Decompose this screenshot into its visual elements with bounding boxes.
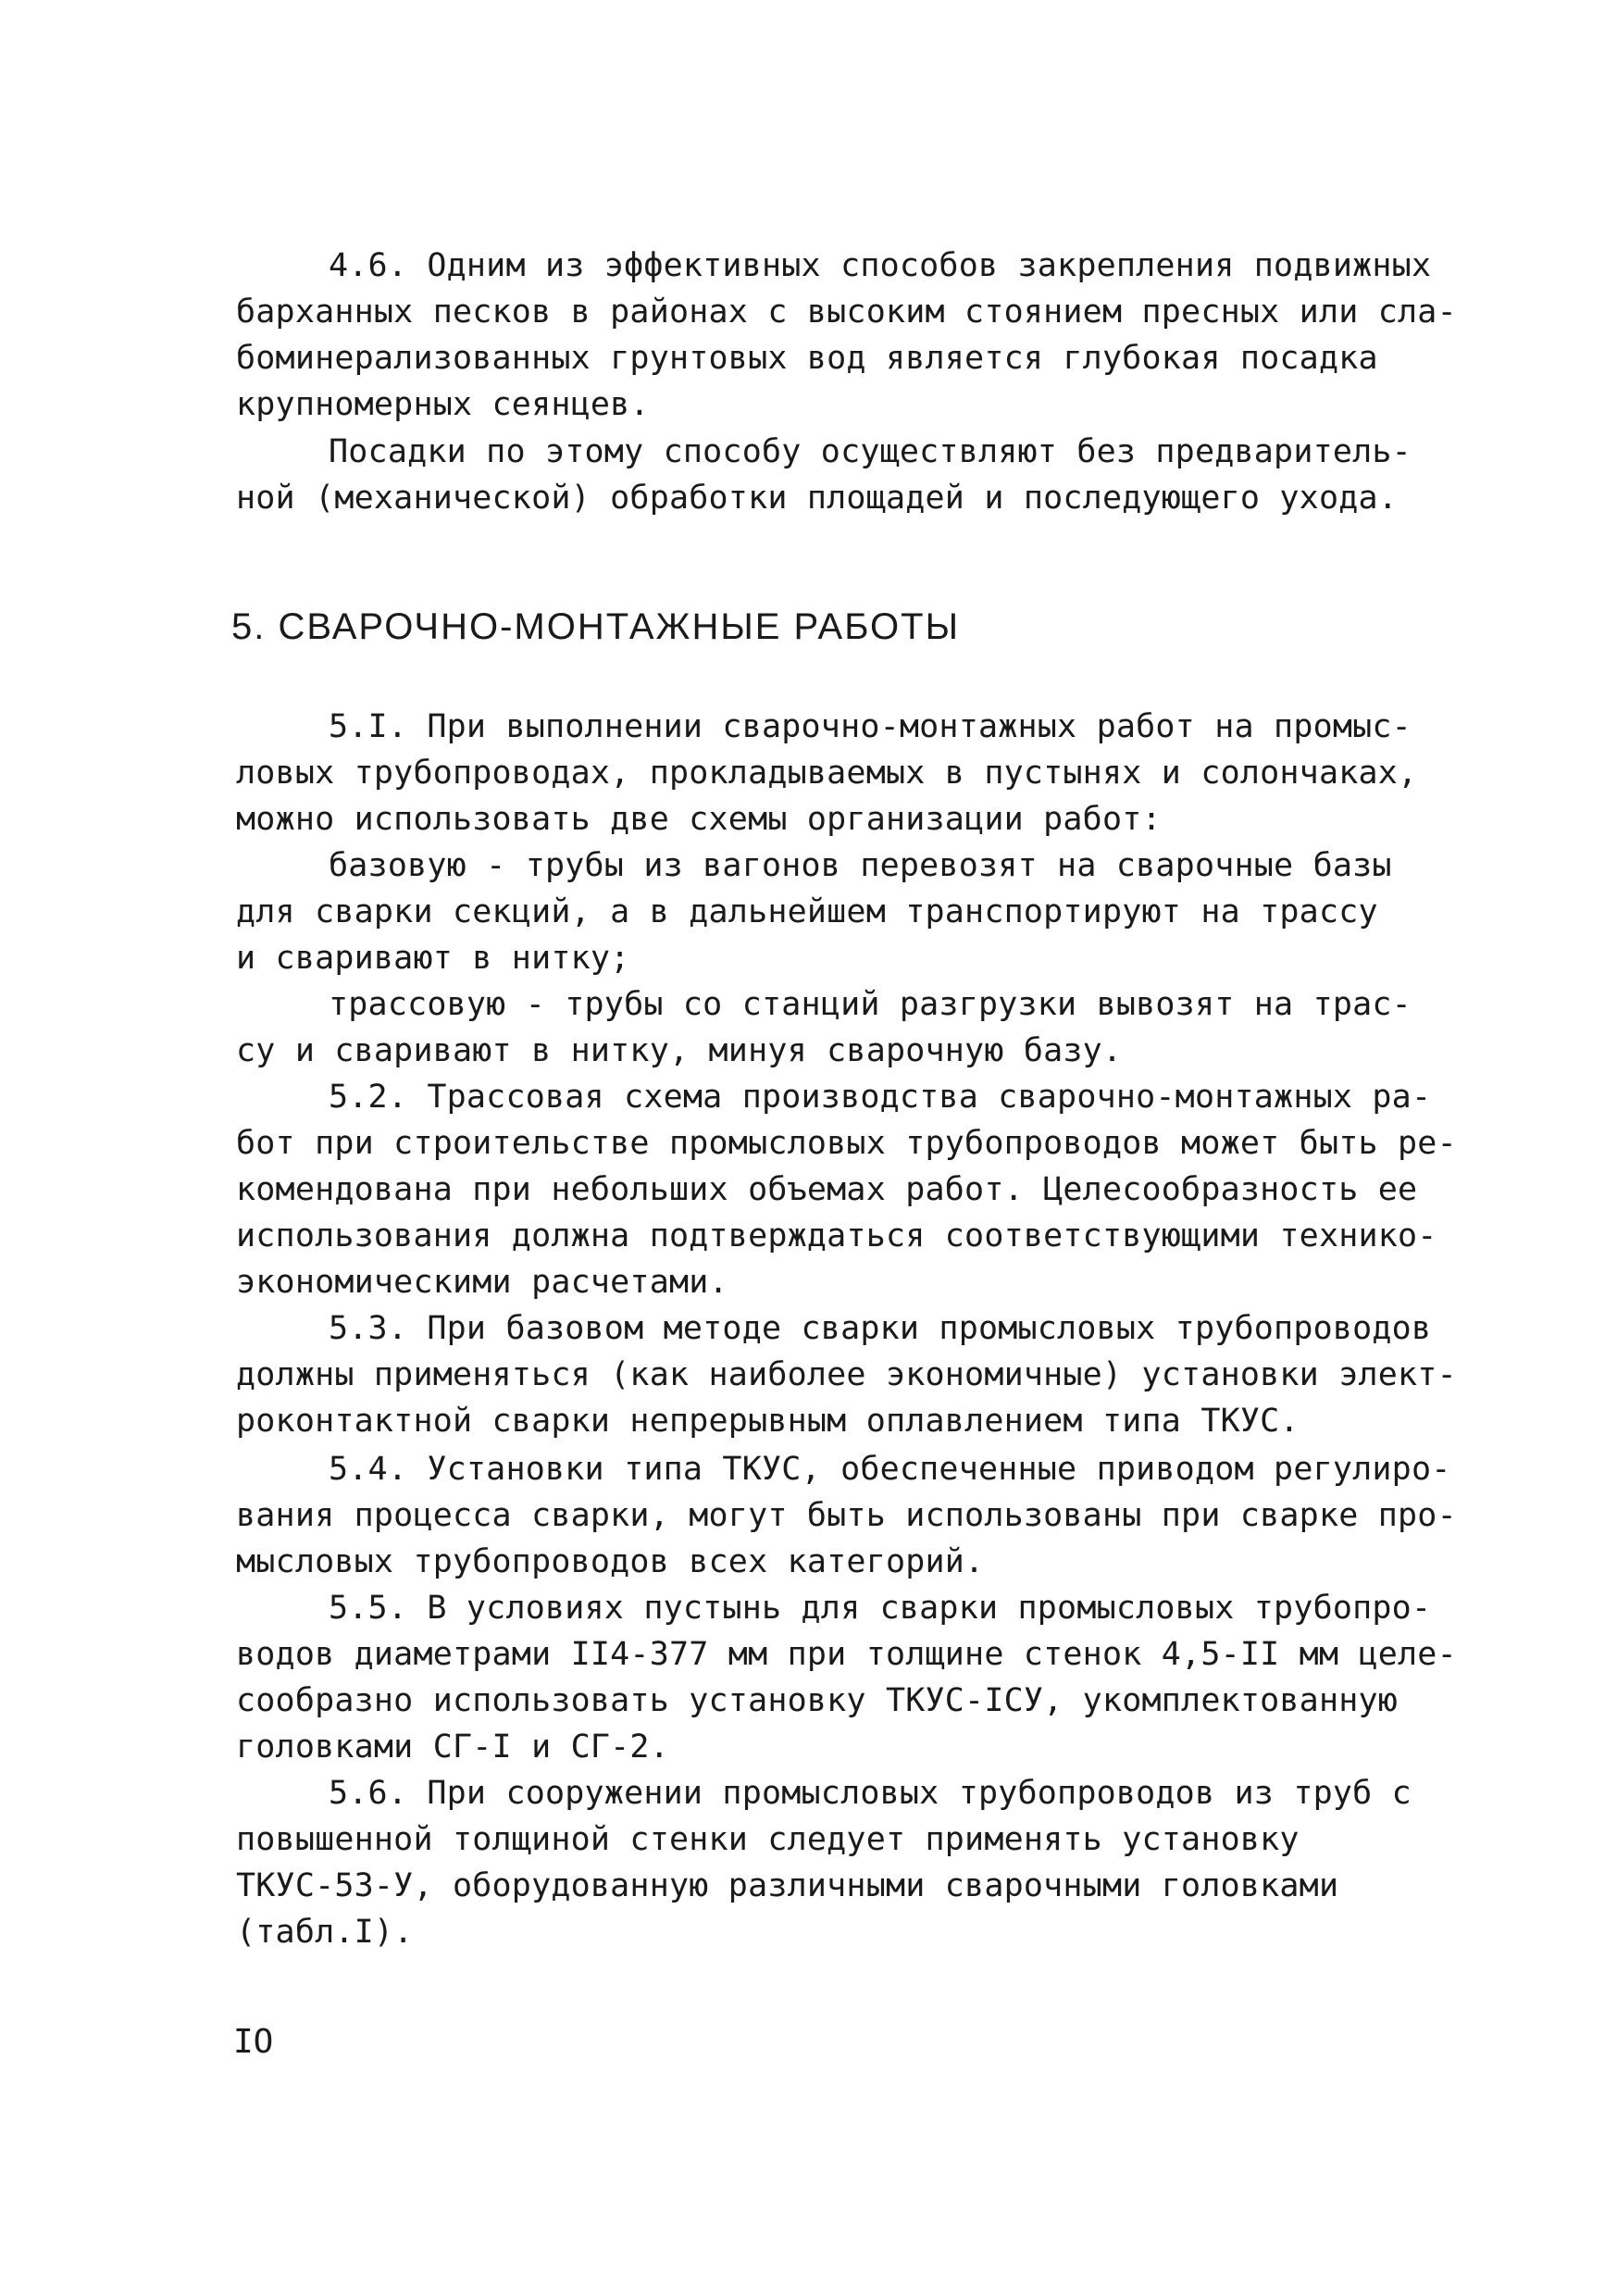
text-line: 5.5. В условиях пустынь для сварки промысловых трубопро- [329,1590,1432,1627]
page-number: IO [233,2023,274,2061]
section-heading: 5. СВАРОЧНО-МОНТАЖНЫЕ РАБОТЫ [231,606,960,647]
text-line: водов диаметрами II4-377 мм при толщине стенок 4,5-II мм целе- [236,1636,1457,1673]
text-line: использования должна подтверждаться соответствующими технико- [236,1217,1437,1254]
text-line: комендована при небольших объемах работ. Целесообразность ее [236,1171,1418,1208]
text-line: сообразно использовать установку ТКУС-IСУ, укомплектованную [236,1682,1399,1719]
text-line: трассовую - трубы со станций разгрузки вывозят на трас- [329,986,1412,1023]
text-line: ТКУС-53-У, оборудованную различными сварочными головками [236,1867,1339,1904]
text-line: ловых трубопроводах, прокладываемых в пустынях и солончаках, [236,755,1418,792]
text-line: головками СГ-I и СГ-2. [236,1728,669,1766]
text-line: мысловых трубопроводов всех категорий. [236,1543,985,1580]
text-line: бот при строительстве промысловых трубопроводов может быть ре- [236,1125,1457,1162]
text-line: 5.2. Трассовая схема производства сварочно-монтажных ра- [329,1079,1432,1116]
text-line: 5.3. При базовом методе сварки промысловых трубопроводов [329,1310,1432,1347]
text-line: роконтактной сварки непрерывным оплавлением типа ТКУС. [236,1403,1300,1440]
text-line: 4.6. Одним из эффективных способов закрепления подвижных [329,247,1432,284]
text-line: должны применяться (как наиболее экономичные) установки элект- [236,1356,1457,1393]
text-line: экономическими расчетами. [236,1264,728,1301]
text-line: и сваривают в нитку; [236,940,630,977]
text-line: 5.I. При выполнении сварочно-монтажных работ на промыс- [329,708,1412,745]
text-line: Посадки по этому способу осуществляют без предваритель- [329,433,1412,470]
text-line: базовую - трубы из вагонов перевозят на сварочные базы [329,847,1392,884]
text-line: ной (механической) обработки площадей и последующего ухода. [236,480,1399,517]
text-line: су и сваривают в нитку, минуя сварочную базу. [236,1032,1123,1069]
text-line: можно использовать две схемы организации работ: [236,801,1162,838]
text-line: барханных песков в районах с высоким стоянием пресных или сла- [236,293,1457,331]
text-line: (табл.I). [236,1914,414,1951]
text-line: повышенной толщиной стенки следует применять установку [236,1821,1300,1858]
text-line: крупномерных сеянцев. [236,386,650,423]
text-line: боминерализованных грунтовых вод является глубокая посадка [236,340,1378,377]
text-line: 5.6. При сооружении промысловых трубопроводов из труб с [329,1775,1412,1812]
text-line: для сварки секций, а в дальнейшем транспортируют на трассу [236,893,1378,930]
text-line: 5.4. Установки типа ТКУС, обеспеченные приводом регулиро- [329,1451,1451,1488]
text-line: вания процесса сварки, могут быть использованы при сварке про- [236,1497,1457,1534]
